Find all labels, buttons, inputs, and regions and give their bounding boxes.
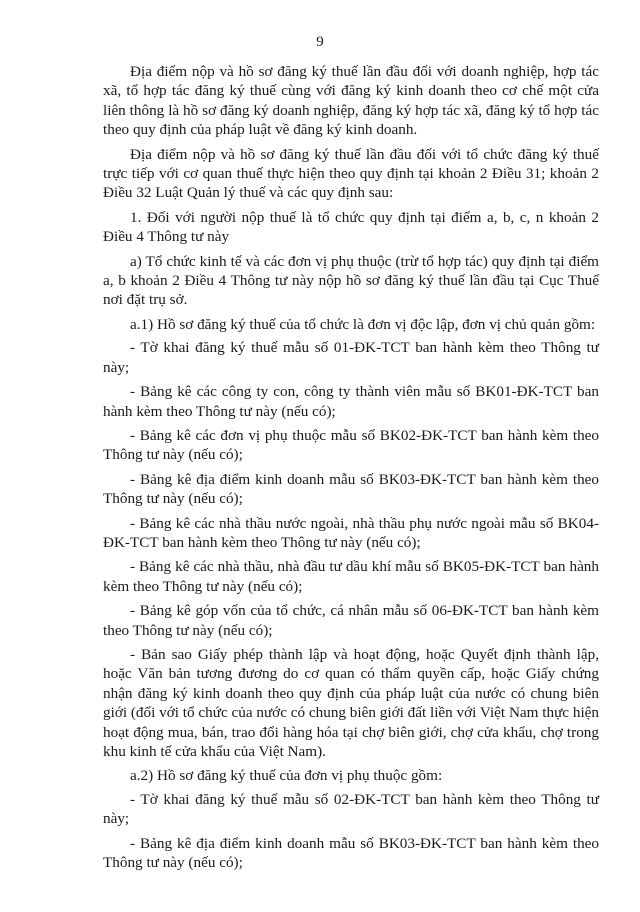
section-1-heading: 1. Đối với người nộp thuế là tổ chức quy định tại điểm a, b, c, n khoản 2 Điều 4 Thông tư này (103, 208, 599, 246)
item-a: a) Tổ chức kinh tế và các đơn vị phụ thuộc (trừ tổ hợp tác) quy định tại điểm a, b khoản 2 Điều 4 Thông tư này nộp hồ sơ đăng ký thuế lần đầu tại Cục Thuế nơi đặt trụ sở. (103, 252, 599, 309)
list-item: - Tờ khai đăng ký thuế mẫu số 02-ĐK-TCT ban hành kèm theo Thông tư này; (103, 790, 599, 828)
item-a2-heading: a.2) Hồ sơ đăng ký thuế của đơn vị phụ thuộc gồm: (130, 767, 443, 785)
list-item: - Bảng kê các công ty con, công ty thành viên mẫu số BK01-ĐK-TCT ban hành kèm theo Thông tư này (nếu có); (103, 383, 599, 420)
list-item: - Bảng kê góp vốn của tổ chức, cá nhân mẫu số 06-ĐK-TCT ban hành kèm theo Thông tư này (nếu có); (103, 602, 599, 639)
list-item: - Bảng kê các nhà thầu nước ngoài, nhà thầu phụ nước ngoài mẫu số BK04-ĐK-TCT ban hành kèm theo Thông tư này (nếu có); (103, 514, 599, 551)
list-item: - Bản sao Giấy phép thành lập và hoạt động, hoặc Quyết định thành lập, hoặc Văn bản tương đương do cơ quan có thẩm quyền cấp, hoặc Giấy chứng nhận đăng ký kinh doanh theo quy định của pháp luật của nước có chung biên giới (đối với tổ chức của nước có chung biên giới đất liền với Việt Nam thực hiện hoạt động mua, bán, trao đổi hàng hóa tại chợ biên giới, chợ cửa khẩu, chợ trong khu kinh tế cửa khẩu của Việt Nam). (103, 645, 599, 760)
item-a1-heading: a.1) Hồ sơ đăng ký thuế của tổ chức là đơn vị độc lập, đơn vị chủ quản gồm: (130, 315, 596, 333)
list-item: - Bảng kê các đơn vị phụ thuộc mẫu số BK02-ĐK-TCT ban hành kèm theo Thông tư này (nếu có); (103, 426, 599, 464)
page-number: 9 (316, 34, 324, 50)
list-item: - Bảng kê các nhà thầu, nhà đầu tư dầu khí mẫu số BK05-ĐK-TCT ban hành kèm theo Thông tư này (nếu có); (103, 558, 599, 595)
list-item: - Bảng kê địa điểm kinh doanh mẫu số BK03-ĐK-TCT ban hành kèm theo Thông tư này (nếu có); (103, 470, 599, 508)
document-body (103, 62, 599, 877)
list-item: - Tờ khai đăng ký thuế mẫu số 01-ĐK-TCT ban hành kèm theo Thông tư này; (103, 339, 599, 376)
list-item: - Bảng kê địa điểm kinh doanh mẫu số BK03-ĐK-TCT ban hành kèm theo Thông tư này (nếu có); (103, 834, 599, 872)
paragraph-one-stop-registration: Địa điểm nộp và hồ sơ đăng ký thuế lần đầu đối với doanh nghiệp, hợp tác xã, tổ hợp tác đăng ký thuế cùng với đăng ký kinh doanh theo cơ chế một cửa liên thông là hồ sơ đăng ký doanh nghiệp, đăng ký hợp tác xã, đăng ký tổ hợp tác theo quy định của pháp luật về đăng ký kinh doanh. (103, 63, 599, 139)
paragraph-direct-registration: Địa điểm nộp và hồ sơ đăng ký thuế lần đầu đối với tổ chức đăng ký thuế trực tiếp với cơ quan thuế thực hiện theo quy định tại khoản 2 Điều 31; khoản 2 Điều 32 Luật Quản lý thuế và các quy định sau: (103, 145, 599, 202)
